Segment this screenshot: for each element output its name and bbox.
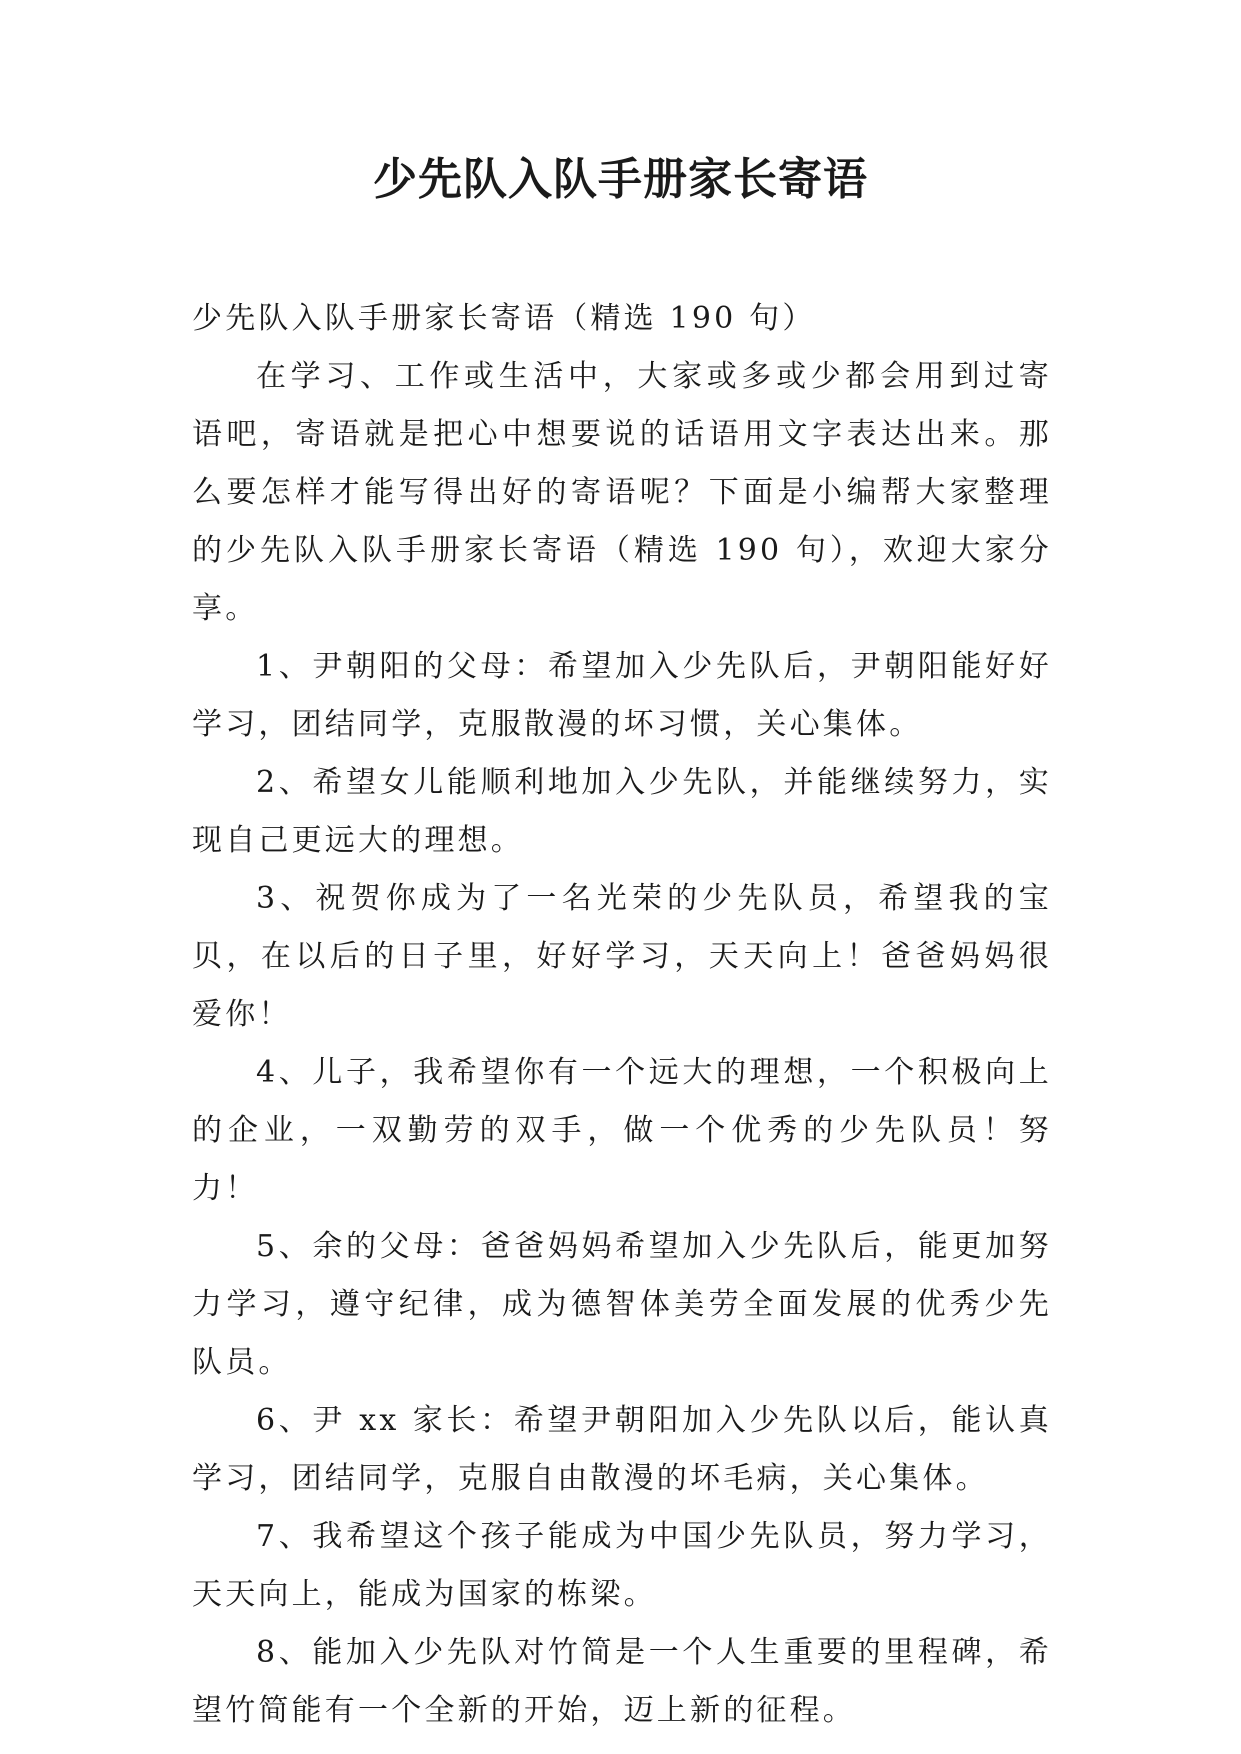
subtitle-paragraph: 少先队入队手册家长寄语（精选 190 句）	[192, 301, 816, 336]
document-body	[192, 290, 1052, 1740]
list-item: 1、尹朝阳的父母：希望加入少先队后，尹朝阳能好好学习，团结同学，克服散漫的坏习惯，关心集体。	[192, 649, 1052, 742]
intro-paragraph: 在学习、工作或生活中，大家或多或少都会用到过寄语吧，寄语就是把心中想要说的话语用文字表达出来。那么要怎样才能写得出好的寄语呢？下面是小编帮大家整理的少先队入队手册家长寄语（精选 190 句），欢迎大家分享。	[192, 359, 1052, 626]
list-item: 3、祝贺你成为了一名光荣的少先队员，希望我的宝贝，在以后的日子里，好好学习，天天向上！爸爸妈妈很爱你！	[192, 881, 1052, 1032]
list-item: 4、儿子，我希望你有一个远大的理想，一个积极向上的企业，一双勤劳的双手，做一个优秀的少先队员！努力！	[192, 1055, 1052, 1206]
list-item: 6、尹 xx 家长：希望尹朝阳加入少先队以后，能认真学习，团结同学，克服自由散漫的坏毛病，关心集体。	[192, 1403, 1052, 1496]
list-item: 7、我希望这个孩子能成为中国少先队员，努力学习，天天向上，能成为国家的栋梁。	[192, 1519, 1052, 1612]
document-title: 少先队入队手册家长寄语	[373, 154, 868, 205]
list-item: 2、希望女儿能顺利地加入少先队，并能继续努力，实现自己更远大的理想。	[192, 765, 1052, 858]
list-item: 5、余的父母：爸爸妈妈希望加入少先队后，能更加努力学习，遵守纪律，成为德智体美劳全面发展的优秀少先队员。	[192, 1229, 1052, 1380]
list-item: 8、能加入少先队对竹简是一个人生重要的里程碑，希望竹简能有一个全新的开始，迈上新的征程。	[192, 1635, 1052, 1728]
